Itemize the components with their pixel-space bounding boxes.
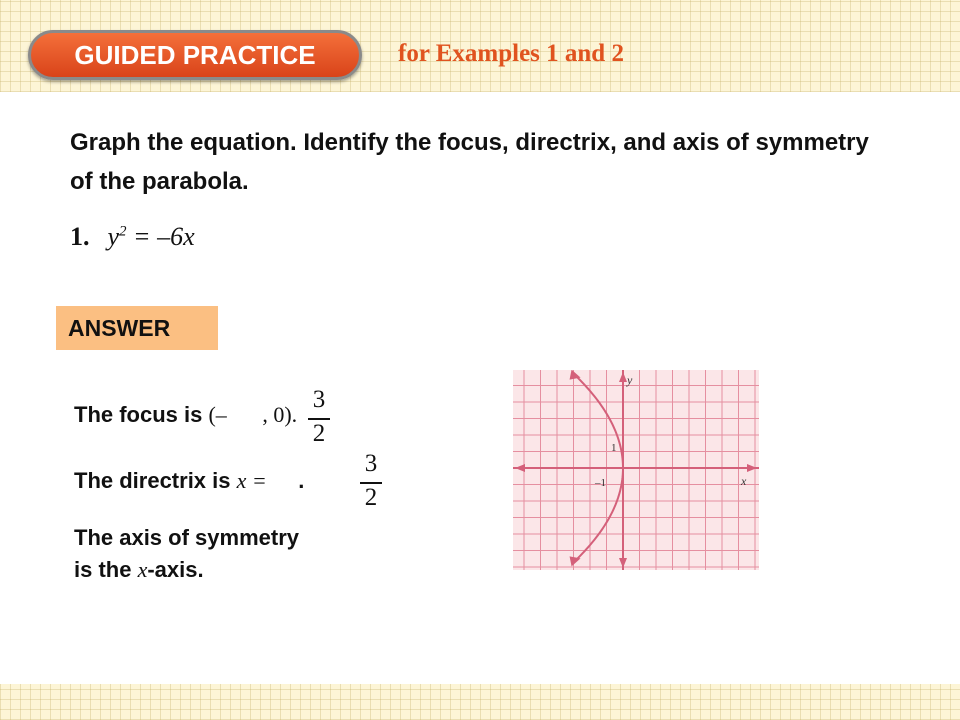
instructions-text: Graph the equation. Identify the focus, directrix, and axis of symmetry of the parabola.	[70, 129, 869, 195]
axis-line-2-prefix: is the	[74, 557, 138, 582]
graph-grid	[513, 370, 759, 570]
directrix-eq: x =	[236, 468, 273, 493]
footer-band	[0, 684, 960, 720]
y-tick-label: 1	[611, 442, 617, 454]
x-axis-arrow-left	[515, 464, 525, 472]
y-axis-arrow-up	[619, 372, 627, 382]
directrix-line	[74, 468, 304, 494]
parabola-graph-svg	[513, 370, 759, 570]
focus-numerator: 3	[312, 386, 326, 413]
problem-equation	[70, 222, 195, 252]
directrix-denominator: 2	[364, 484, 378, 511]
focus-open: (–	[208, 402, 233, 427]
focus-denominator: 2	[312, 420, 326, 447]
directrix-prefix: The directrix is	[74, 468, 237, 493]
axis-line-1: The axis of symmetry	[74, 525, 299, 550]
problem-lhs-variable: y	[107, 222, 120, 251]
axis-of-symmetry-text	[74, 522, 299, 586]
problem-number: 1.	[70, 222, 90, 251]
problem-lhs-exponent: 2	[119, 223, 127, 240]
x-axis-label: x	[741, 474, 747, 488]
focus-prefix: The focus is	[74, 402, 209, 427]
parabola-graph	[513, 370, 759, 570]
focus-close: , 0).	[262, 402, 298, 427]
directrix-numerator: 3	[364, 450, 378, 477]
guided-practice-badge: GUIDED PRACTICE	[28, 30, 362, 80]
examples-subtitle: for Examples 1 and 2	[398, 40, 624, 67]
axis-line-2	[74, 554, 299, 586]
focus-line	[74, 402, 297, 428]
y-axis-label: y	[627, 373, 633, 387]
axis-line-2-var: x	[137, 557, 148, 582]
directrix-end: .	[298, 468, 305, 493]
axis-line-2-suffix: -axis.	[147, 557, 204, 582]
x-tick-label: –1	[595, 477, 606, 489]
answer-label: ANSWER	[56, 306, 218, 350]
problem-rhs: = –6x	[126, 222, 195, 251]
